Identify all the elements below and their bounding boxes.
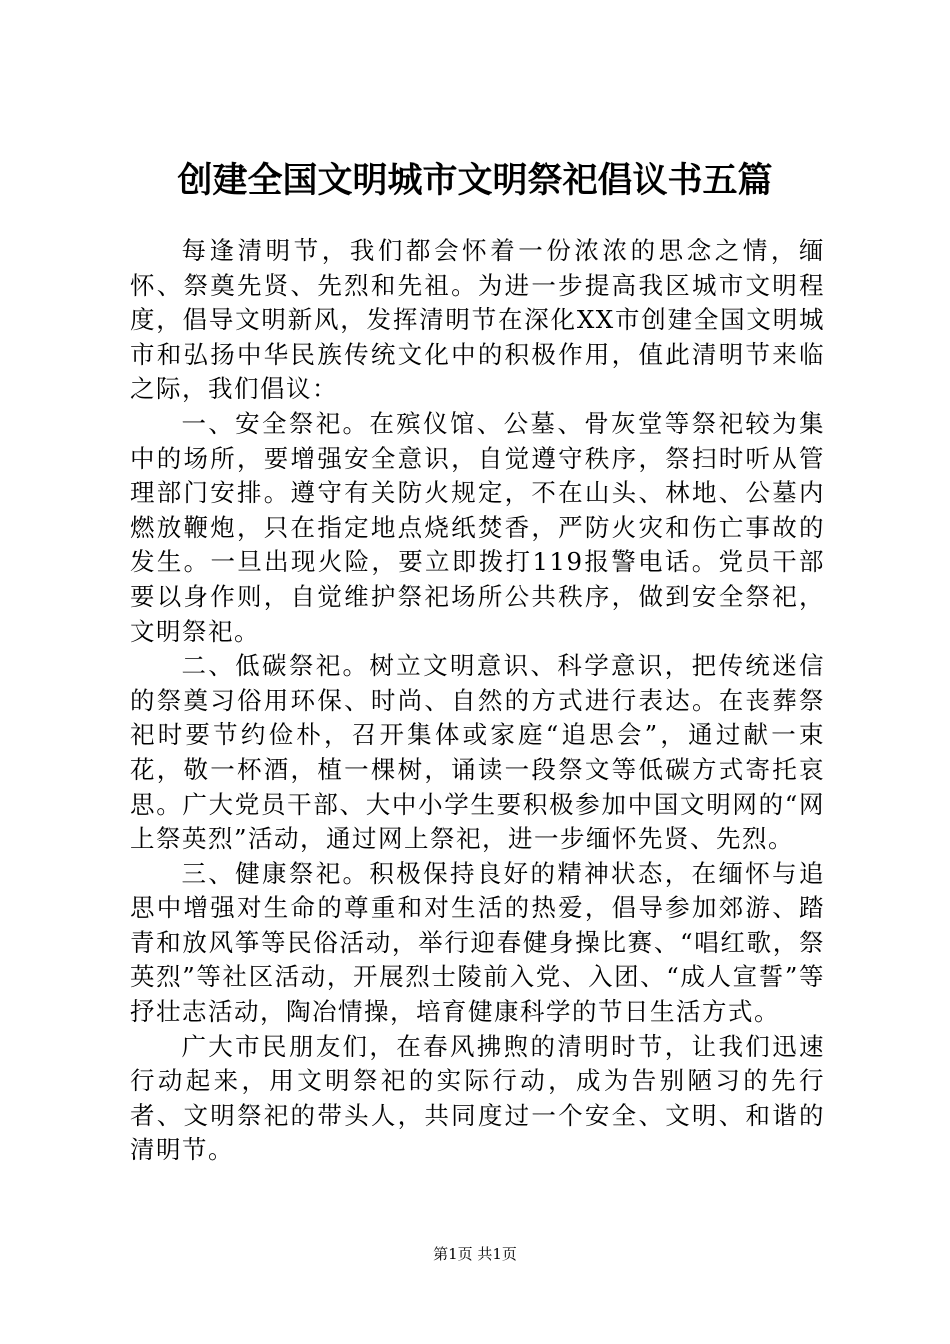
paragraph-safe-worship: 一、安全祭祀。在殡仪馆、公墓、骨灰堂等祭祀较为集中的场所，要增强安全意识，自觉遵守秩序，祭扫时听从管理部门安排。遵守有关防火规定，不在山头、林地、公墓内燃放鞭炮，只在指定地点烧纸焚香，严防火灾和伤亡事故的发生。一旦出现火险，要立即拨打119报警电话。党员干部要以身作则，自觉维护祭祀场所公共秩序，做到安全祭祀，文明祭祀。 [130,408,825,646]
paragraph-intro: 每逢清明节，我们都会怀着一份浓浓的思念之情，缅怀、祭奠先贤、先烈和先祖。为进一步提高我区城市文明程度，倡导文明新风，发挥清明节在深化XX市创建全国文明城市和弘扬中华民族传统文化中的积极作用，值此清明节来临之际，我们倡议： [130,236,825,404]
paragraph-healthy-worship: 三、健康祭祀。积极保持良好的精神状态，在缅怀与追思中增强对生命的尊重和对生活的热爱，倡导参加郊游、踏青和放风筝等民俗活动，举行迎春健身操比赛、“唱红歌，祭英烈”等社区活动，开展烈士陵前入党、入团、“成人宣誓”等抒壮志活动，陶冶情操，培育健康科学的节日生活方式。 [130,858,825,1027]
document-title: 创建全国文明城市文明祭祀倡议书五篇 [177,161,773,201]
page-footer: 第1页 共1页 [433,1245,517,1263]
paragraph-low-carbon-worship: 二、低碳祭祀。树立文明意识、科学意识，把传统迷信的祭奠习俗用环保、时尚、自然的方式进行表达。在丧葬祭祀时要节约俭朴，召开集体或家庭“追思会”，通过献一束花，敬一杯酒，植一棵树，诵读一段祭文等低碳方式寄托哀思。广大党员干部、大中小学生要积极参加中国文明网的“网上祭英烈”活动，通过网上祭祀，进一步缅怀先贤、先烈。 [130,651,825,854]
document-body [130,234,825,1168]
paragraph-closing: 广大市民朋友们，在春风拂煦的清明时节，让我们迅速行动起来，用文明祭祀的实际行动，成为告别陋习的先行者、文明祭祀的带头人，共同度过一个安全、文明、和谐的清明节。 [130,1031,825,1165]
